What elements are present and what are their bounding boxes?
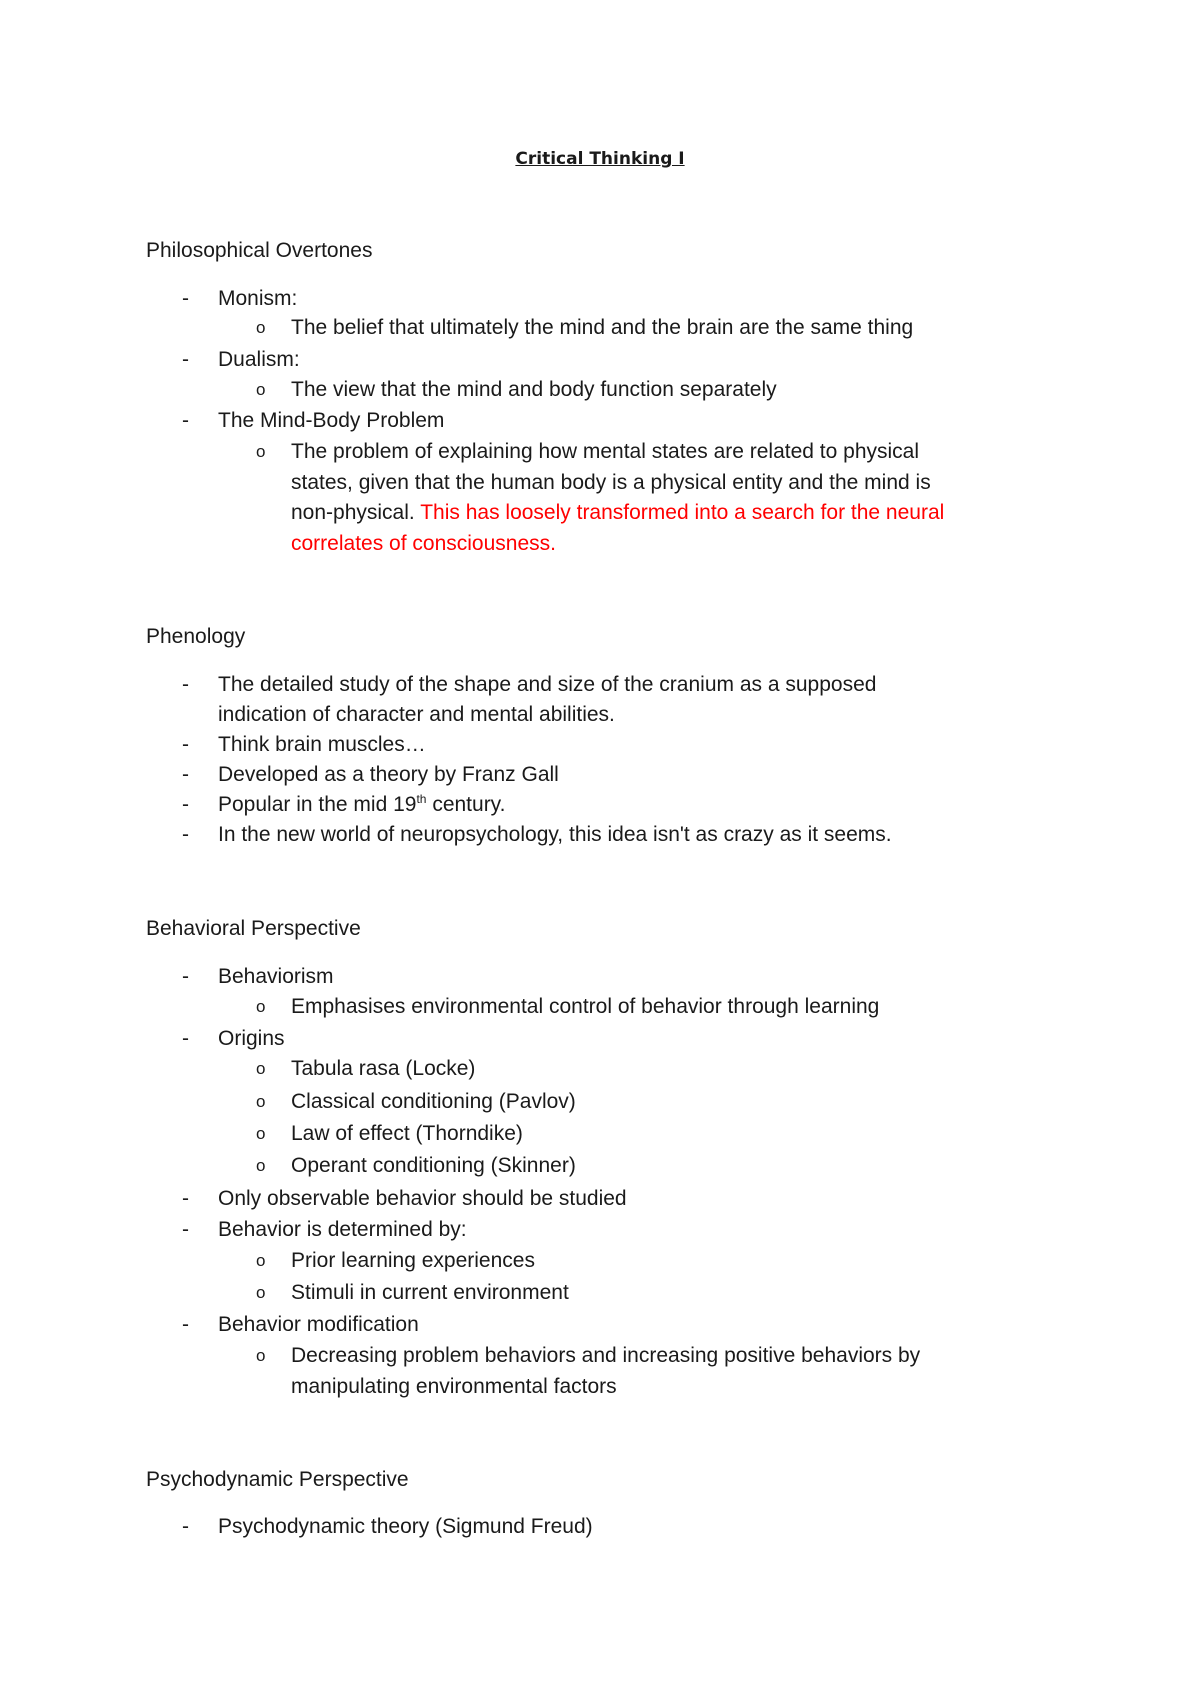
superscript: th: [416, 792, 427, 806]
dash-marker: -: [182, 1218, 189, 1241]
list-item-text: The Mind-Body Problem: [218, 409, 445, 432]
bullet-marker: o: [256, 1156, 266, 1175]
bullet-marker: o: [256, 1092, 266, 1111]
bullet-marker: o: [256, 380, 266, 399]
sub-list-item-text: Law of effect (Thorndike): [291, 1122, 523, 1145]
dash-marker: -: [182, 409, 189, 432]
sub-list-item-text: The belief that ultimately the mind and the brain are the same thing: [291, 316, 914, 339]
list-item-text: Behavior is determined by:: [218, 1218, 467, 1241]
sub-list-item-text: Tabula rasa (Locke): [291, 1057, 476, 1080]
list-item-text: Behavior modification: [218, 1313, 419, 1336]
dash-marker: -: [182, 673, 189, 696]
list-item-text: Monism:: [218, 287, 298, 310]
bullet-marker: o: [256, 1124, 266, 1143]
sub-list-item-text: The view that the mind and body function separately: [291, 378, 777, 401]
list-item-text: Psychodynamic theory (Sigmund Freud): [218, 1515, 593, 1538]
dash-marker: -: [182, 965, 189, 988]
dash-marker: -: [182, 763, 189, 786]
sub-list-item-text: Classical conditioning (Pavlov): [291, 1090, 576, 1113]
section-heading-phenology: Phenology: [146, 625, 246, 648]
highlighted-note: correlates of consciousness.: [291, 532, 556, 555]
list-item-text: Origins: [218, 1027, 285, 1050]
bullet-marker: o: [256, 1283, 266, 1302]
list-item-text: The detailed study of the shape and size of the cranium as a supposed: [218, 673, 877, 696]
dash-marker: -: [182, 1027, 189, 1050]
text-segment: century.: [426, 793, 506, 816]
document-title: Critical Thinking I: [515, 149, 685, 169]
dash-marker: -: [182, 823, 189, 846]
bullet-marker: o: [256, 1251, 266, 1270]
section-heading-philosophical: Philosophical Overtones: [146, 239, 373, 262]
sub-list-item-text: states, given that the human body is a physical entity and the mind is: [291, 471, 931, 494]
sub-list-item-text: Stimuli in current environment: [291, 1281, 569, 1304]
list-item-text: Developed as a theory by Franz Gall: [218, 763, 559, 786]
highlighted-note: This has loosely transformed into a search for the neural: [420, 501, 945, 524]
section-heading-behavioral: Behavioral Perspective: [146, 917, 361, 940]
sub-list-item-text: Prior learning experiences: [291, 1249, 535, 1272]
sub-list-item-text: Emphasises environmental control of behavior through learning: [291, 995, 880, 1018]
dash-marker: -: [182, 1515, 189, 1538]
list-item-text: indication of character and mental abilities.: [218, 703, 615, 726]
text-segment: Popular in the mid 19: [218, 793, 417, 816]
dash-marker: -: [182, 1187, 189, 1210]
list-item-text: In the new world of neuropsychology, this idea isn't as crazy as it seems.: [218, 823, 892, 846]
bullet-marker: o: [256, 997, 266, 1016]
list-item-text: Behaviorism: [218, 965, 334, 988]
bullet-marker: o: [256, 1346, 266, 1365]
dash-marker: -: [182, 1313, 189, 1336]
dash-marker: -: [182, 287, 189, 310]
list-item-text: Only observable behavior should be studied: [218, 1187, 627, 1210]
sub-list-item-text: Operant conditioning (Skinner): [291, 1154, 576, 1177]
dash-marker: -: [182, 793, 189, 816]
list-item-text: Think brain muscles…: [218, 733, 426, 756]
dash-marker: -: [182, 348, 189, 371]
list-item-text: [218, 790, 505, 820]
sub-list-item-text: non-physical.: [291, 501, 415, 524]
dash-marker: -: [182, 733, 189, 756]
bullet-marker: o: [256, 1059, 266, 1078]
list-item-text: Dualism:: [218, 348, 300, 371]
sub-list-item-text: Decreasing problem behaviors and increasing positive behaviors by: [291, 1344, 921, 1367]
bullet-marker: o: [256, 318, 266, 337]
sub-list-item-text: manipulating environmental factors: [291, 1375, 617, 1398]
sub-list-item-text: The problem of explaining how mental states are related to physical: [291, 440, 920, 463]
bullet-marker: o: [256, 442, 266, 461]
section-heading-psychodynamic: Psychodynamic Perspective: [146, 1468, 409, 1491]
